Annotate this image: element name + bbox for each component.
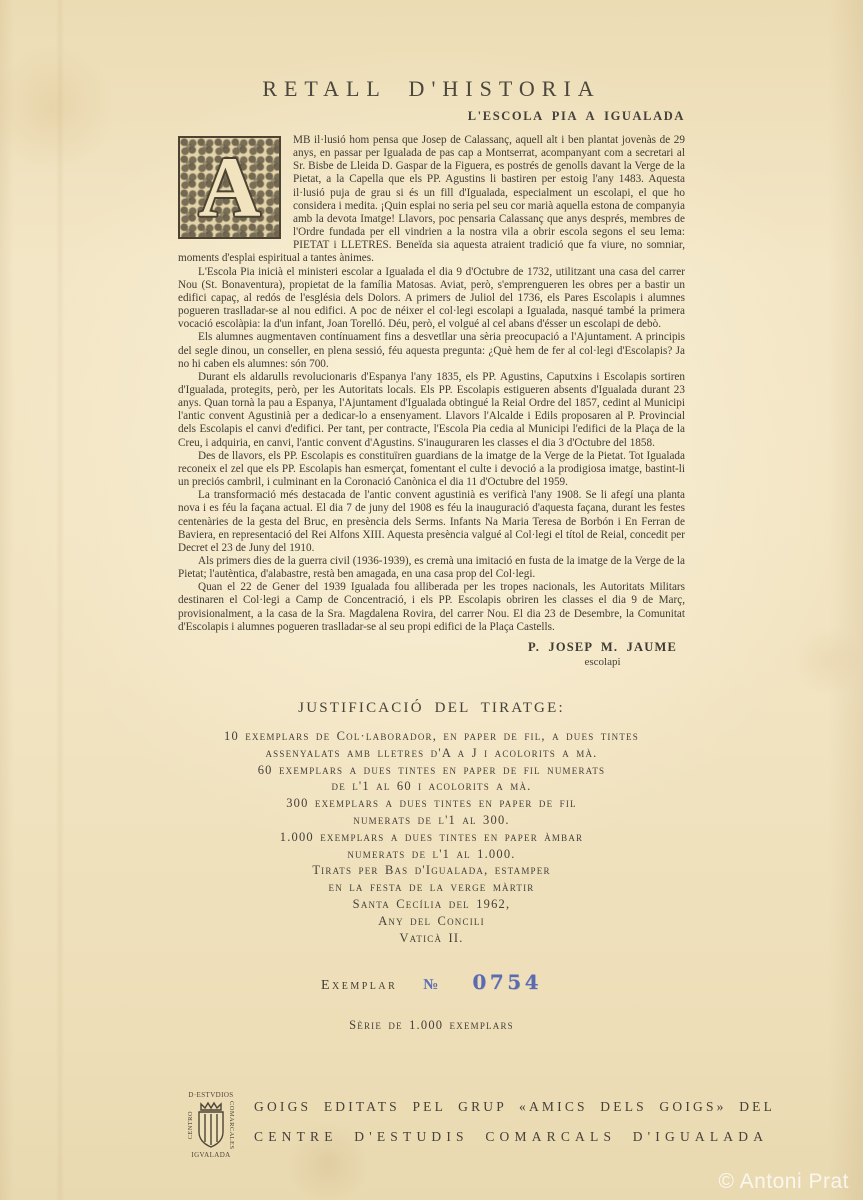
centre-estudis-emblem [178, 1091, 244, 1159]
colophon-line: de l'1 al 60 i acolorits a mà. [331, 779, 532, 794]
colophon-line: assenyalats amb lletres d'A a J i acolorits a mà. [265, 745, 598, 760]
paragraph-7: Als primers dies de la guerra civil (1936-1939), es cremà una imitació en fusta de la imatge de la Verge de la Pietat; l'autèntica, d'alabastre, restà ben amagada, en una casa prop del Col·legi. [178, 555, 685, 581]
dropcap-letter: A [198, 138, 261, 235]
signature-role: escolapi [584, 655, 621, 668]
exemplar-label: Exemplar [320, 978, 398, 994]
colophon-line: numerats de l'1 al 300. [353, 812, 510, 827]
colophon-line: Santa Cecília del 1962, [352, 896, 511, 911]
colophon-lines [178, 728, 685, 946]
exemplar-row [178, 970, 685, 994]
colophon-section [178, 700, 685, 1033]
signature-name: P. JOSEP M. JAUME [528, 639, 677, 654]
colophon-line: Vaticà II. [399, 930, 464, 945]
colophon-line: en la festa de la verge màrtir [328, 880, 535, 895]
colophon-line: 10 exemplars de Col·laborador, en paper de fil, a dues tintes [224, 728, 639, 743]
footer-edition-line-2: CENTRE D'ESTUDIS COMARCALS D'IGUALADA [254, 1129, 769, 1144]
paragraph-8: Quan el 22 de Gener del 1939 Igualada fou alliberada per les tropes nacionals, les Autoritats Militars destinaren el Col·legi a Camp de Concentració, i els PP. Escolapis obriren les classes el dia 9 de Març, provisionalment, a la casa de la Sra. Magdalena Rovira, del carrer Nou. El dia 23 de Desembre, la Comunitat d'Escolapis i alumnes pogueren traslladar-se al seu propi edifici de la Plaça Castells. [178, 581, 685, 633]
dropcap-initial-A [178, 136, 281, 239]
paragraph-5: Des de llavors, els PP. Escolapis es constituïren guardians de la imatge de la Verge de la Pietat. Tot Igualada reconeix el zel que els PP. Escolapis han esmerçat, fomentant el culte i devoció a la prodigiosa imatge, bastint-li un preciós cambril, i culminant en la Coronació Canònica el dia 11 d'Octubre del 1959. [178, 449, 685, 489]
footer-edition-line-1: GOIGS EDITATS PEL GRUP «AMICS DELS GOIGS» DEL [254, 1099, 776, 1114]
stamped-copy-number: 0754 [472, 970, 543, 995]
colophon-line: Any del Concili [378, 913, 485, 928]
emblem-text-left: CENTRO [187, 1110, 194, 1140]
colophon-line: 1.000 exemplars a dues tintes en paper àmbar [279, 829, 584, 844]
emblem-text-right: COMARCALES [228, 1100, 235, 1150]
paragraph-1: MB il·lusió hom pensa que Josep de Calassanç, aquell alt i ben plantat jovenàs de 29 anys, en passar per Igualada de pas cap a Montserrat, acompanyant com a secretari al Sr. Bisbe de Lleida D. Gaspar de la Figuera, es postrés de genolls davant la Verge de la Pietat, a la Capella que els PP. Agustins li bastiren per estoig l'any 1483. Aquesta il·lusió puja de grau si és un fill d'Igualada, especialment un escolapi, el que ho considera i medita. ¡Quin esplai no seria pel seu cor marià aquella estona de companyia amb la devota Imatge! Llavors, poc pensaria Calassanç que anys després, membres de l'Ordre fundada per ell vindrien a la nostra vila a obrir escola segons el seu lema: PIETAT i LLETRES. Beneïda sia aquesta atraient tradició que fa viure, no somniar, moments d'esplai espiritual a tantes ànimes. [178, 134, 685, 265]
colophon-heading: JUSTIFICACIÓ DEL TIRATGE: [298, 699, 565, 716]
page-title: RETALL D'HISTORIA [262, 76, 601, 101]
emblem-text-bottom: IGVALADA [191, 1151, 231, 1159]
shield-crest-icon [194, 1100, 228, 1150]
paragraph-6: La transformació més destacada de l'antic convent agustinià es verificà l'any 1908. Se li afegí una planta nova i es féu la façana actual. El dia 7 de juny del 1908 es féu la inauguració d'aquesta façana, durant les festes centenàries de la gesta del Bruc, en presència dels Serms. Infants Na Maria Teresa de Borbón i En Ferran de Baviera, en representació del Rei Alfons XIII. Aquesta presència valgué al Col·legi el títol de Reial, concedit per Decret el 23 de Juny del 1910. [178, 489, 685, 554]
emblem-text-top: D·ESTVDIOS [188, 1091, 234, 1099]
author-signature [178, 640, 685, 670]
colophon-line: 60 exemplars a dues tintes en paper de fil numerats [257, 762, 606, 777]
colophon-line: numerats de l'1 al 1.000. [347, 846, 516, 861]
text-column [178, 0, 685, 1033]
article-body [178, 134, 685, 634]
copyright-watermark: © Antoni Prat [718, 1170, 849, 1193]
publisher-footer [178, 1085, 776, 1159]
series-line: Sèrie de 1.000 exemplars [349, 1018, 514, 1033]
paragraph-4: Durant els aldarulls revolucionaris d'Espanya l'any 1835, els PP. Agustins, Caputxins i Escolapis sortiren d'Igualada, protegits, però, per les Autoritats locals. Els PP. Escolapis estigueren absents d'Igualada durant 23 anys. Quan tornà la pau a Espanya, l'Ajuntament d'Igualada obtingué la Reial Ordre del 1857, cedint al Municipi l'antic convent Agustinià per a dedicar-lo a ensenyament. Llavors l'Alcalde i Edils proposaren al P. Provincial dels Escolapis el canvi d'edifici. Per tant, per contracte, l'Escola Pia cedia al Municipi l'edifici de la Plaça de la Creu, i adquiria, en canvi, l'antic convent d'Agustins. S'inauguraren les classes el dia 3 d'Octubre del 1858. [178, 370, 685, 449]
page-subtitle: L'ESCOLA PIA A IGUALADA [467, 109, 685, 123]
colophon-line: Tirats per Bas d'Igualada, estamper [312, 863, 551, 878]
colophon-line: 300 exemplars a dues tintes en paper de fil [286, 796, 577, 811]
paragraph-2: L'Escola Pia inicià el ministeri escolar a Igualada el dia 9 d'Octubre de 1732, utilitzant una casa del carrer Nou (St. Bonaventura), propietat de la família Matosas. Aviat, però, s'emprengueren les obres per a bastir un edifici capaç, al redós de l'església dels Dolors. A primers de Juliol del 1736, els Pares Escolapis i alumnes pogueren traslladar-se al nou edifici. A poc de néixer el col·legi escolapi a Igualada, nasqué també la primera vocació escolàpia: la d'un infant, Joan Torelló. Déu, però, el volgué al cel abans d'ésser un escolapi de debò. [178, 265, 685, 331]
numero-symbol: № [423, 977, 439, 994]
paragraph-3: Els alumnes augmentaven contínuament fins a desvetllar una sèria preocupació a l'Ajuntament. A principis del segle dinou, un conseller, en plena sessió, féu aquesta pregunta: ¿Què hem de fer al col·legi d'Escolapis? Ja no hi caben els alumnes: són 700. [178, 331, 685, 370]
